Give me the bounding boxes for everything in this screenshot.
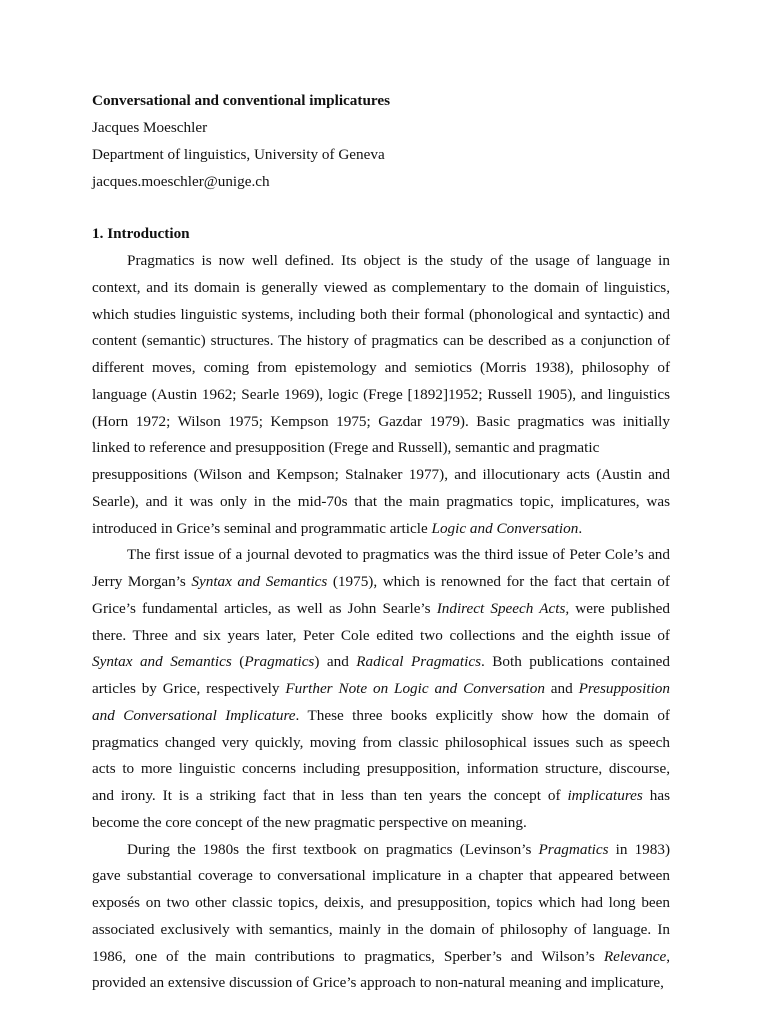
author-name: Jacques Moeschler: [92, 119, 208, 136]
body-line: [92, 492, 670, 512]
text-segment: ,: [666, 948, 670, 965]
body-line: [92, 947, 670, 967]
text-segment: ) and: [314, 653, 357, 670]
text-segment: (1975), which is renowned for the fact that certain of: [327, 573, 670, 590]
text-segment: Searle), and it was only in the mid-70s that the main pragmatics topic, implicatures, was: [92, 493, 670, 510]
text-segment: introduced in Grice’s seminal and programmatic article: [92, 520, 432, 537]
text-segment: The first issue of a journal devoted to pragmatics was the third issue of Peter Cole’s and: [127, 546, 670, 563]
body-line: [127, 545, 670, 565]
body-line: [92, 866, 670, 886]
body-line: [92, 519, 582, 539]
text-segment: provided an extensive discussion of Grice’s approach to non-natural meaning and implicature,: [92, 974, 664, 991]
text-segment: . These three books explicitly show how the domain of: [295, 707, 670, 724]
text-segment: Jerry Morgan’s: [92, 573, 192, 590]
body-line: [92, 733, 670, 753]
body-line: [92, 358, 670, 378]
italic-text: Presupposition: [578, 680, 670, 697]
body-line: [92, 973, 664, 993]
author-email: jacques.moeschler@unige.ch: [92, 173, 270, 190]
text-segment: .: [578, 520, 583, 537]
body-line: [92, 813, 527, 833]
text-segment: 1986, one of the main contributions to pragmatics, Sperber’s and Wilson’s: [92, 948, 604, 965]
body-line: [92, 385, 670, 405]
author-affiliation: Department of linguistics, University of Geneva: [92, 146, 385, 163]
body-line: [92, 305, 670, 325]
text-segment: acts to more linguistic concerns including presupposition, information structure, discourse,: [92, 760, 670, 777]
body-line: [92, 572, 670, 592]
text-segment: language (Austin 1962; Searle 1969), logic (Frege [1892]1952; Russell 1905), and linguistics: [92, 386, 670, 403]
body-line: [92, 278, 670, 298]
text-segment: linked to reference and presupposition (Frege and Russell), semantic and pragmatic: [92, 439, 600, 456]
italic-text: Further Note on Logic and Conversation: [285, 680, 545, 697]
text-segment: and: [544, 680, 579, 697]
body-line: [92, 465, 670, 485]
text-segment: . Both publications contained: [481, 653, 670, 670]
text-segment: articles by Grice, respectively: [92, 680, 286, 697]
body-line: [92, 759, 670, 779]
italic-text: and Conversational Implicature: [92, 707, 296, 724]
text-segment: become the core concept of the new pragmatic perspective on meaning.: [92, 814, 527, 831]
body-line: [92, 412, 670, 432]
text-segment: in 1983): [608, 841, 671, 858]
text-segment: different moves, coming from epistemology and semiotics (Morris 1938), philosophy of: [92, 359, 670, 376]
text-segment: (: [231, 653, 245, 670]
italic-text: Radical Pragmatics: [356, 653, 481, 670]
text-segment: context, and its domain is generally viewed as complementary to the domain of linguistics,: [92, 279, 670, 296]
text-segment: were published: [569, 600, 670, 617]
text-segment: has: [642, 787, 670, 804]
text-segment: presuppositions (Wilson and Kempson; Stalnaker 1977), and illocutionary acts (Austin and: [92, 466, 670, 483]
italic-text: Relevance: [603, 948, 667, 965]
body-line: [92, 920, 670, 940]
text-segment: content (semantic) structures. The history of pragmatics can be described as a conjunction of: [92, 332, 670, 349]
text-segment: Pragmatics is now well defined. Its object is the study of the usage of language in: [127, 252, 670, 269]
text-segment: associated exclusively with semantics, mainly in the domain of philosophy of language. In: [92, 921, 670, 938]
text-segment: there. Three and six years later, Peter Cole edited two collections and the eighth issue of: [92, 627, 670, 644]
body-line: [92, 652, 670, 672]
body-line: [92, 893, 670, 913]
body-line: [92, 706, 670, 726]
paper-title: Conversational and conventional implicatures: [92, 92, 391, 109]
text-segment: Grice’s fundamental articles, as well as John Searle’s: [92, 600, 437, 617]
italic-text: Syntax and Semantics: [92, 653, 232, 670]
text-segment: and irony. It is a striking fact that in less than ten years the concept of: [92, 787, 568, 804]
italic-text: Logic and Conversation: [431, 520, 579, 537]
text-segment: gave substantial coverage to conversational implicature in a chapter that appeared between: [92, 867, 670, 884]
body-line: [92, 599, 670, 619]
section-heading: 1. Introduction: [92, 225, 190, 242]
body-line: [127, 840, 670, 860]
body-line: [127, 251, 670, 271]
italic-text: Pragmatics: [538, 841, 609, 858]
italic-text: Syntax and Semantics: [191, 573, 328, 590]
body-line: [92, 786, 670, 806]
italic-text: Pragmatics: [244, 653, 315, 670]
text-segment: (Horn 1972; Wilson 1975; Kempson 1975; Gazdar 1979). Basic pragmatics was initially: [92, 413, 670, 430]
text-segment: During the 1980s the first textbook on pragmatics (Levinson’s: [127, 841, 539, 858]
body-line: [92, 438, 599, 458]
text-segment: exposés on two other classic topics, deixis, and presupposition, topics which had long been: [92, 894, 670, 911]
body-line: [92, 331, 670, 351]
text-segment: which studies linguistic systems, including both their formal (phonological and syntactic) and: [92, 306, 670, 323]
italic-text: Indirect Speech Acts,: [436, 600, 570, 617]
body-line: [92, 626, 670, 646]
body-line: [92, 679, 670, 699]
text-segment: pragmatics changed very quickly, moving from classic philosophical issues such as speech: [92, 734, 670, 751]
italic-text: implicatures: [567, 787, 643, 804]
